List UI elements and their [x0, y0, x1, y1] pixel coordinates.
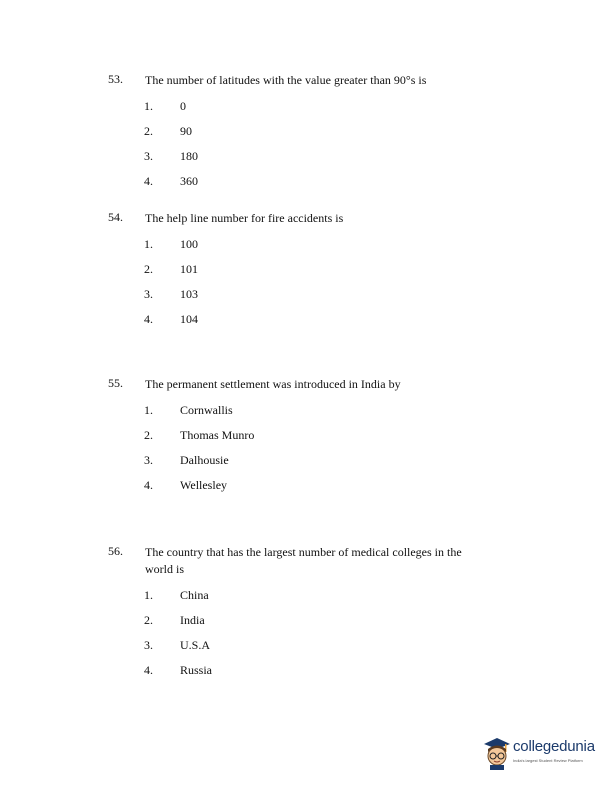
option-number: 1. — [144, 588, 153, 602]
option-text: India — [180, 613, 205, 627]
option-text: Wellesley — [180, 478, 228, 492]
option-number: 3. — [144, 149, 153, 163]
option-number: 4. — [144, 174, 153, 188]
option-text: 180 — [180, 149, 198, 163]
option-number: 1. — [144, 403, 153, 417]
option-number: 3. — [144, 453, 153, 467]
option-53-3 — [0, 149, 612, 165]
question-number: 56. — [108, 544, 123, 558]
option-53-4 — [0, 174, 612, 190]
option-text: Russia — [180, 663, 213, 677]
question-text: The permanent settlement was introduced in India by — [145, 377, 401, 391]
question-number: 53. — [108, 72, 123, 86]
option-number: 4. — [144, 312, 153, 326]
logo-name: collegedunia — [513, 738, 595, 755]
question-text: The country that has the largest number of medical colleges in the world is — [145, 545, 462, 576]
option-text: China — [180, 588, 209, 602]
option-55-2 — [0, 428, 612, 444]
option-54-3 — [0, 287, 612, 303]
option-54-2 — [0, 262, 612, 278]
option-55-3 — [0, 453, 612, 469]
option-number: 4. — [144, 663, 153, 677]
question-text: The help line number for fire accidents is — [145, 211, 344, 225]
option-number: 1. — [144, 237, 153, 251]
mascot-icon — [483, 736, 511, 770]
option-56-4 — [0, 663, 612, 679]
option-55-1 — [0, 403, 612, 419]
logo-tagline: India's largest Student Review Platform — [513, 758, 583, 763]
option-text: Thomas Munro — [180, 428, 255, 442]
option-55-4 — [0, 478, 612, 494]
option-56-1 — [0, 588, 612, 604]
option-number: 1. — [144, 99, 153, 113]
option-text: U.S.A — [180, 638, 211, 652]
question-number: 54. — [108, 210, 123, 224]
option-number: 2. — [144, 262, 153, 276]
option-text: 101 — [180, 262, 198, 276]
option-number: 3. — [144, 287, 153, 301]
option-text: 103 — [180, 287, 198, 301]
option-text: 90 — [180, 124, 192, 138]
option-number: 4. — [144, 478, 153, 492]
option-text: Cornwallis — [180, 403, 233, 417]
option-number: 2. — [144, 428, 153, 442]
option-54-4 — [0, 312, 612, 328]
option-56-2 — [0, 613, 612, 629]
option-text: 104 — [180, 312, 198, 326]
option-56-3 — [0, 638, 612, 654]
option-53-1 — [0, 99, 612, 115]
option-number: 3. — [144, 638, 153, 652]
option-54-1 — [0, 237, 612, 253]
option-number: 2. — [144, 124, 153, 138]
option-text: 0 — [180, 99, 186, 113]
option-number: 2. — [144, 613, 153, 627]
option-53-2 — [0, 124, 612, 140]
question-number: 55. — [108, 376, 123, 390]
option-text: 360 — [180, 174, 198, 188]
collegedunia-logo — [483, 734, 599, 772]
option-text: 100 — [180, 237, 198, 251]
question-text: The number of latitudes with the value greater than 90°s is — [145, 73, 427, 87]
option-text: Dalhousie — [180, 453, 229, 467]
